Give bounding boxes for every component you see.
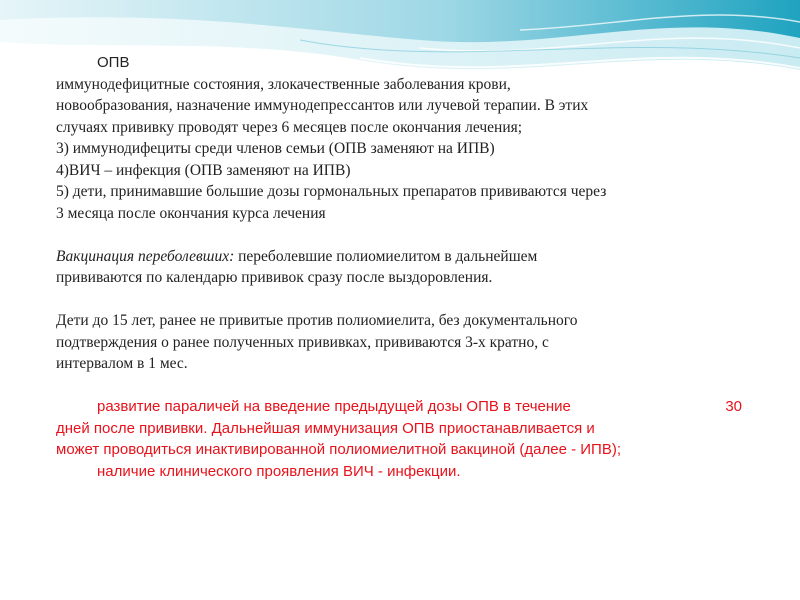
red-line-left: развитие параличей на введение предыдущей дозы ОПВ в течение bbox=[97, 398, 571, 415]
text-line: наличие клинического проявления ВИЧ - инфекции. bbox=[97, 462, 461, 480]
vaccination-label: Вакцинация переболевших: bbox=[56, 247, 235, 265]
spacer bbox=[56, 375, 746, 397]
text-line: случаях прививку проводят через 6 месяцев после окончания лечения; bbox=[56, 118, 523, 136]
text-line: дней после прививки. Дальнейшая иммунизация ОПВ приостанавливается и bbox=[56, 419, 595, 437]
text-line bbox=[56, 396, 746, 418]
paragraph-red-contraindications bbox=[56, 396, 746, 482]
text-line: 3 месяца после окончания курса лечения bbox=[56, 204, 326, 222]
spacer bbox=[56, 224, 746, 246]
slide-content bbox=[56, 52, 746, 482]
text-line: может проводиться инактивированной полиомиелитной вакциной (далее - ИПВ); bbox=[56, 441, 621, 458]
text-line: иммунодефицитные состояния, злокачественные заболевания крови, bbox=[56, 75, 511, 93]
text-line: Дети до 15 лет, ранее не привитые против полиомиелита, без документального bbox=[56, 312, 578, 329]
paragraph-vaccination-recovered bbox=[56, 246, 746, 289]
text-line: интервалом в 1 мес. bbox=[56, 355, 188, 372]
vaccination-text: переболевшие полиомиелитом в дальнейшем bbox=[234, 247, 538, 265]
text-line bbox=[56, 246, 746, 268]
text-line: 5) дети, принимавшие большие дозы гормональных препаратов прививаются через bbox=[56, 183, 607, 200]
spacer bbox=[56, 289, 746, 311]
text-line: 3) иммунодифециты среди членов семьи (ОПВ заменяют на ИПВ) bbox=[56, 140, 495, 157]
text-line: подтверждения о ранее полученных прививках, прививаются 3-х кратно, с bbox=[56, 333, 549, 351]
text-line: 4)ВИЧ – инфекция (ОПВ заменяют на ИПВ) bbox=[56, 161, 351, 179]
text-line: новообразования, назначение иммунодепрессантов или лучевой терапии. В этих bbox=[56, 97, 589, 114]
text-line: прививаются по календарю прививок сразу после выздоровления. bbox=[56, 269, 493, 286]
paragraph-contraindications bbox=[56, 74, 746, 225]
section-title: ОПВ bbox=[97, 54, 130, 71]
paragraph-children-under-15 bbox=[56, 310, 746, 375]
red-line-right: 30 bbox=[725, 398, 742, 415]
